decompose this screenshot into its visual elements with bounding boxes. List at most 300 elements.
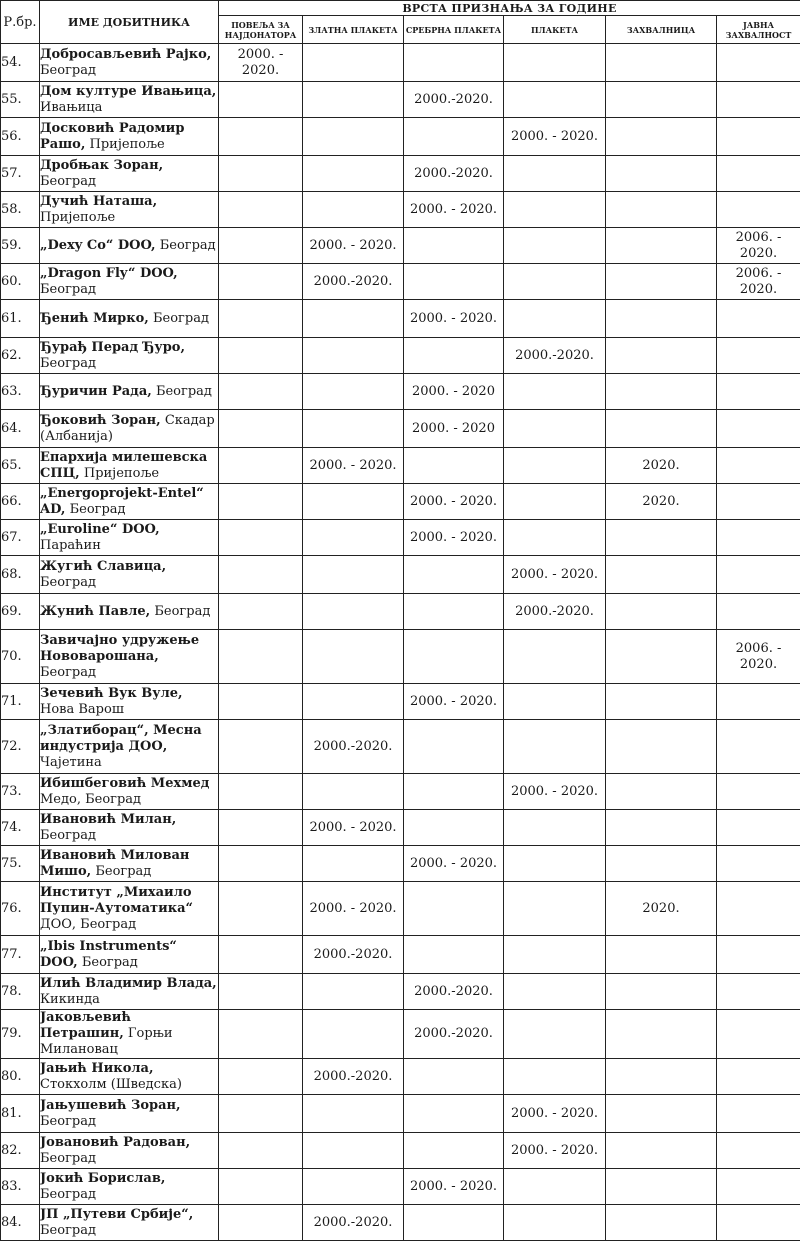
row-number: 55. (1, 82, 40, 118)
award-zahvalnica-cell (606, 1095, 717, 1133)
recipient-cell (40, 156, 219, 192)
award-zlatna-cell: 2000. - 2020. (303, 228, 404, 264)
recipient-cell (40, 810, 219, 846)
recipient-name: Епархија милешевска СПЦ, (40, 449, 208, 481)
table-row (1, 936, 800, 974)
award-srebrna-cell: 2000. - 2020. (404, 300, 504, 338)
award-plaketa-cell (504, 1169, 606, 1205)
award-javna-cell: 2006. - 2020. (717, 228, 800, 264)
award-povelja-cell (219, 1133, 303, 1169)
col-number-header: Р.бр. (1, 1, 40, 44)
award-zlatna-cell (303, 684, 404, 720)
recipient-name: „Dexy Co“ DOO, (40, 237, 156, 253)
table-row (1, 44, 800, 82)
recipient-place: Стокхолм (Шведска) (40, 1076, 182, 1092)
award-javna-cell (717, 684, 800, 720)
row-number: 81. (1, 1095, 40, 1133)
award-zahvalnica-cell (606, 810, 717, 846)
row-number: 61. (1, 300, 40, 338)
award-srebrna-cell (404, 264, 504, 300)
recipient-name: Завичајно удружење Нововарошана, (40, 632, 200, 664)
award-plaketa-cell (504, 974, 606, 1010)
recipient-name: „Dragon Fly“ DOO, (40, 265, 178, 281)
award-zahvalnica-cell (606, 1205, 717, 1241)
award-zlatna-cell (303, 44, 404, 82)
award-povelja-cell (219, 1095, 303, 1133)
award-javna-cell: 2006. - 2020. (717, 264, 800, 300)
table-row (1, 1010, 800, 1059)
table-row (1, 594, 800, 630)
award-javna-cell (717, 338, 800, 374)
award-zahvalnica-cell (606, 410, 717, 448)
table-row (1, 264, 800, 300)
award-plaketa-cell (504, 882, 606, 936)
recipient-place: Београд (152, 310, 209, 326)
award-srebrna-cell: 2000. - 2020. (404, 684, 504, 720)
recipient-place: Београд (40, 1186, 96, 1202)
row-number: 62. (1, 338, 40, 374)
recipient-place: Београд (154, 603, 211, 619)
award-povelja-cell (219, 1169, 303, 1205)
recipient-name: Жугић Славица, (40, 558, 167, 574)
recipient-cell (40, 630, 219, 684)
recipient-name: Дом културе Ивањица, (40, 83, 217, 99)
award-javna-cell (717, 44, 800, 82)
award-zahvalnica-cell (606, 684, 717, 720)
award-povelja-cell (219, 810, 303, 846)
award-srebrna-cell (404, 1095, 504, 1133)
recipient-cell (40, 974, 219, 1010)
award-plaketa-cell (504, 156, 606, 192)
award-type-povelja: ПОВЕЉА ЗА НАЈДОНАТОРА (219, 16, 303, 44)
recipient-cell (40, 556, 219, 594)
recipient-place: Београд (40, 1113, 96, 1129)
recipient-name: Јањић Никола, (40, 1060, 154, 1076)
award-zahvalnica-cell: 2020. (606, 448, 717, 484)
recipient-place: Кикинда (40, 991, 100, 1007)
recipient-cell (40, 44, 219, 82)
award-povelja-cell (219, 448, 303, 484)
recipient-cell (40, 192, 219, 228)
recipient-place: Медо, Београд (40, 791, 142, 807)
recipient-cell (40, 448, 219, 484)
table-row (1, 1205, 800, 1241)
award-zlatna-cell (303, 484, 404, 520)
award-zlatna-cell (303, 300, 404, 338)
row-number: 71. (1, 684, 40, 720)
row-number: 74. (1, 810, 40, 846)
recipient-name: Институт „Михаило Пупин-Аутоматика“ (40, 884, 194, 916)
award-srebrna-cell (404, 1059, 504, 1095)
award-zlatna-cell (303, 118, 404, 156)
recipient-name: „Златиборац“, Месна индустрија ДОО, (40, 722, 202, 754)
table-row (1, 882, 800, 936)
award-javna-cell (717, 936, 800, 974)
award-plaketa-cell (504, 82, 606, 118)
award-zlatna-cell: 2000. - 2020. (303, 810, 404, 846)
award-plaketa-cell: 2000. - 2020. (504, 1095, 606, 1133)
award-plaketa-cell (504, 484, 606, 520)
row-number: 76. (1, 882, 40, 936)
award-povelja-cell (219, 630, 303, 684)
award-srebrna-cell (404, 720, 504, 774)
award-zlatna-cell (303, 594, 404, 630)
award-srebrna-cell: 2000.-2020. (404, 1010, 504, 1059)
award-plaketa-cell (504, 300, 606, 338)
row-number: 56. (1, 118, 40, 156)
award-javna-cell (717, 300, 800, 338)
recipient-cell (40, 410, 219, 448)
recipient-name: Ивановић Милован Мишо, (40, 847, 190, 879)
award-plaketa-cell (504, 410, 606, 448)
recipient-name: Ивановић Милан, (40, 811, 177, 827)
row-number: 60. (1, 264, 40, 300)
award-javna-cell (717, 484, 800, 520)
award-javna-cell (717, 1205, 800, 1241)
award-plaketa-cell: 2000.-2020. (504, 338, 606, 374)
recipient-name: ЈП „Путеви Србије“, (40, 1206, 194, 1222)
recipient-place: Београд (40, 62, 96, 78)
table-row (1, 1095, 800, 1133)
award-povelja-cell (219, 82, 303, 118)
award-zlatna-cell: 2000. - 2020. (303, 882, 404, 936)
award-type-javna: ЈАВНА ЗАХВАЛНОСТ (717, 16, 800, 44)
award-srebrna-cell (404, 630, 504, 684)
award-javna-cell (717, 410, 800, 448)
award-zahvalnica-cell (606, 846, 717, 882)
award-plaketa-cell (504, 846, 606, 882)
award-srebrna-cell (404, 1133, 504, 1169)
recipient-cell (40, 82, 219, 118)
award-plaketa-cell (504, 520, 606, 556)
award-zahvalnica-cell (606, 156, 717, 192)
recipient-name: Ђенић Мирко, (40, 310, 149, 326)
award-zahvalnica-cell (606, 974, 717, 1010)
recipient-place: Београд (40, 664, 96, 680)
recipient-name: „Ibis Instruments“ DOO, (40, 938, 177, 970)
recipient-place: Београд (40, 1150, 96, 1166)
recipient-cell (40, 264, 219, 300)
award-zahvalnica-cell (606, 1059, 717, 1095)
award-zahvalnica-cell (606, 594, 717, 630)
table-body (1, 44, 800, 1241)
row-number: 68. (1, 556, 40, 594)
table-row (1, 846, 800, 882)
table-row (1, 338, 800, 374)
award-zlatna-cell (303, 630, 404, 684)
table-row (1, 630, 800, 684)
award-javna-cell (717, 1059, 800, 1095)
award-povelja-cell (219, 118, 303, 156)
award-plaketa-cell: 2000. - 2020. (504, 556, 606, 594)
recipient-name: Добросављевић Рајко, (40, 46, 212, 62)
award-povelja-cell (219, 1205, 303, 1241)
award-povelja-cell (219, 192, 303, 228)
award-povelja-cell: 2000. - 2020. (219, 44, 303, 82)
row-number: 82. (1, 1133, 40, 1169)
recipient-name: Илић Владимир Влада, (40, 975, 217, 991)
table-row (1, 228, 800, 264)
award-zlatna-cell: 2000.-2020. (303, 264, 404, 300)
table-header (1, 1, 800, 44)
award-zahvalnica-cell (606, 338, 717, 374)
recipient-cell (40, 118, 219, 156)
award-povelja-cell (219, 936, 303, 974)
award-plaketa-cell (504, 936, 606, 974)
award-javna-cell (717, 974, 800, 1010)
award-plaketa-cell: 2000. - 2020. (504, 774, 606, 810)
award-srebrna-cell (404, 1205, 504, 1241)
row-number: 67. (1, 520, 40, 556)
recipient-place: Београд (40, 355, 96, 371)
recipient-place: Београд (95, 863, 152, 879)
table-row (1, 300, 800, 338)
award-povelja-cell (219, 484, 303, 520)
recipient-cell (40, 300, 219, 338)
recipient-place: Горњи Милановац (40, 1026, 173, 1057)
award-zlatna-cell (303, 338, 404, 374)
table-row (1, 556, 800, 594)
award-srebrna-cell: 2000. - 2020. (404, 1169, 504, 1205)
row-number: 63. (1, 374, 40, 410)
award-zahvalnica-cell (606, 82, 717, 118)
award-zlatna-cell: 2000.-2020. (303, 720, 404, 774)
award-plaketa-cell (504, 684, 606, 720)
recipient-place: Ивањица (40, 99, 103, 115)
award-povelja-cell (219, 846, 303, 882)
award-plaketa-cell: 2000. - 2020. (504, 118, 606, 156)
award-zahvalnica-cell (606, 936, 717, 974)
table-row (1, 82, 800, 118)
recipient-place: Пријепоље (40, 209, 116, 225)
table-row (1, 484, 800, 520)
row-number: 64. (1, 410, 40, 448)
recipient-cell (40, 594, 219, 630)
award-povelja-cell (219, 594, 303, 630)
recipient-name: Јокић Борислав, (40, 1170, 166, 1186)
row-number: 79. (1, 1010, 40, 1059)
table-row (1, 810, 800, 846)
recipient-place: Чајетина (40, 754, 102, 770)
award-zahvalnica-cell (606, 720, 717, 774)
row-number: 57. (1, 156, 40, 192)
award-javna-cell (717, 156, 800, 192)
award-javna-cell (717, 1010, 800, 1059)
row-number: 72. (1, 720, 40, 774)
recipient-cell (40, 774, 219, 810)
award-zlatna-cell: 2000.-2020. (303, 1059, 404, 1095)
award-zlatna-cell (303, 520, 404, 556)
award-zlatna-cell: 2000.-2020. (303, 936, 404, 974)
award-type-zahvalnica: ЗАХВАЛНИЦА (606, 16, 717, 44)
row-number: 54. (1, 44, 40, 82)
recipient-place: Нова Варош (40, 701, 124, 717)
award-srebrna-cell: 2000. - 2020. (404, 520, 504, 556)
recipient-place: Београд (155, 383, 212, 399)
award-javna-cell (717, 774, 800, 810)
recipient-name: Зечевић Вук Вуле, (40, 685, 183, 701)
recipient-name: Јањушевић Зоран, (40, 1097, 181, 1113)
row-number: 75. (1, 846, 40, 882)
award-type-zlatna: ЗЛАТНА ПЛАКЕТА (303, 16, 404, 44)
table-row (1, 774, 800, 810)
row-number: 59. (1, 228, 40, 264)
award-povelja-cell (219, 882, 303, 936)
award-plaketa-cell (504, 264, 606, 300)
recipient-place: Београд (69, 501, 126, 517)
award-javna-cell (717, 82, 800, 118)
recipient-name: Ђурађ Перад Ђуро, (40, 339, 185, 355)
recipient-place: Пријепоље (83, 465, 160, 481)
award-javna-cell (717, 1095, 800, 1133)
award-srebrna-cell (404, 448, 504, 484)
recipient-place: Београд (40, 281, 96, 297)
award-zahvalnica-cell (606, 118, 717, 156)
award-group-header: ВРСТА ПРИЗНАЊА ЗА ГОДИНЕ (219, 1, 800, 16)
award-povelja-cell (219, 228, 303, 264)
award-plaketa-cell (504, 630, 606, 684)
row-number: 65. (1, 448, 40, 484)
award-zlatna-cell (303, 974, 404, 1010)
award-plaketa-cell (504, 720, 606, 774)
table-row (1, 156, 800, 192)
table-row (1, 720, 800, 774)
award-srebrna-cell: 2000.-2020. (404, 156, 504, 192)
award-srebrna-cell (404, 774, 504, 810)
award-srebrna-cell (404, 936, 504, 974)
recipient-cell (40, 936, 219, 974)
recipient-cell (40, 720, 219, 774)
recipient-cell (40, 484, 219, 520)
col-name-header: ИМЕ ДОБИТНИКА (40, 1, 219, 44)
award-srebrna-cell (404, 810, 504, 846)
award-zahvalnica-cell (606, 1133, 717, 1169)
award-plaketa-cell (504, 192, 606, 228)
award-javna-cell (717, 810, 800, 846)
row-number: 69. (1, 594, 40, 630)
award-zahvalnica-cell (606, 774, 717, 810)
award-srebrna-cell: 2000. - 2020 (404, 410, 504, 448)
award-zahvalnica-cell (606, 556, 717, 594)
award-plaketa-cell (504, 810, 606, 846)
award-povelja-cell (219, 410, 303, 448)
row-number: 77. (1, 936, 40, 974)
recipient-place: Пријепоље (89, 136, 165, 152)
award-povelja-cell (219, 156, 303, 192)
award-zahvalnica-cell: 2020. (606, 882, 717, 936)
award-javna-cell (717, 448, 800, 484)
award-zahvalnica-cell (606, 1010, 717, 1059)
award-type-srebrna: СРЕБРНА ПЛАКЕТА (404, 16, 504, 44)
award-zahvalnica-cell (606, 44, 717, 82)
award-type-plaketa: ПЛАКЕТА (504, 16, 606, 44)
award-srebrna-cell (404, 556, 504, 594)
row-number: 78. (1, 974, 40, 1010)
award-javna-cell (717, 556, 800, 594)
award-srebrna-cell (404, 882, 504, 936)
award-povelja-cell (219, 974, 303, 1010)
table-row (1, 684, 800, 720)
table-row (1, 448, 800, 484)
award-srebrna-cell: 2000. - 2020. (404, 484, 504, 520)
award-srebrna-cell (404, 44, 504, 82)
award-javna-cell (717, 520, 800, 556)
recipient-place: Скадар (Албанија) (40, 412, 215, 444)
award-povelja-cell (219, 338, 303, 374)
recipient-name: Ибишбеговић Мехмед (40, 775, 210, 791)
recipient-cell (40, 1133, 219, 1169)
recipient-place: Београд (40, 827, 96, 843)
table-row (1, 192, 800, 228)
award-plaketa-cell (504, 448, 606, 484)
recipient-name: „Energoprojekt-Entel“ AD, (40, 485, 204, 517)
award-zlatna-cell (303, 846, 404, 882)
award-srebrna-cell: 2000. - 2020 (404, 374, 504, 410)
award-zahvalnica-cell (606, 520, 717, 556)
award-srebrna-cell: 2000. - 2020. (404, 192, 504, 228)
recipient-cell (40, 1205, 219, 1241)
award-zahvalnica-cell (606, 630, 717, 684)
recipient-place: Београд (40, 1222, 96, 1238)
recipient-name: Дучић Наташа, (40, 193, 158, 209)
award-srebrna-cell (404, 228, 504, 264)
award-plaketa-cell: 2000.-2020. (504, 594, 606, 630)
table-row (1, 410, 800, 448)
award-zlatna-cell (303, 410, 404, 448)
recipient-cell (40, 520, 219, 556)
award-zlatna-cell: 2000.-2020. (303, 1205, 404, 1241)
recipient-name: Жунић Павле, (40, 603, 151, 619)
award-srebrna-cell (404, 594, 504, 630)
recipient-name: Ђуричин Рада, (40, 383, 152, 399)
award-povelja-cell (219, 264, 303, 300)
award-javna-cell (717, 882, 800, 936)
recipient-cell (40, 1169, 219, 1205)
row-number: 80. (1, 1059, 40, 1095)
award-srebrna-cell (404, 118, 504, 156)
award-javna-cell (717, 118, 800, 156)
award-plaketa-cell (504, 374, 606, 410)
recipient-cell (40, 1095, 219, 1133)
row-number: 58. (1, 192, 40, 228)
recipient-place: Параћин (40, 537, 101, 553)
award-povelja-cell (219, 1010, 303, 1059)
award-zlatna-cell (303, 1095, 404, 1133)
recipient-cell (40, 338, 219, 374)
table-row (1, 974, 800, 1010)
award-zahvalnica-cell (606, 228, 717, 264)
award-javna-cell (717, 1133, 800, 1169)
award-zlatna-cell (303, 192, 404, 228)
recipient-cell (40, 882, 219, 936)
award-zlatna-cell (303, 1169, 404, 1205)
award-zlatna-cell: 2000. - 2020. (303, 448, 404, 484)
recipient-name: Дробњак Зоран, (40, 157, 164, 173)
award-zahvalnica-cell: 2020. (606, 484, 717, 520)
table-row (1, 118, 800, 156)
award-zlatna-cell (303, 774, 404, 810)
table-row (1, 1059, 800, 1095)
award-zahvalnica-cell (606, 264, 717, 300)
award-javna-cell (717, 192, 800, 228)
recipient-place: Београд (159, 237, 216, 253)
award-javna-cell: 2006. - 2020. (717, 630, 800, 684)
award-zahvalnica-cell (606, 1169, 717, 1205)
recipient-name: Јаковљевић Петрашин, (40, 1010, 131, 1041)
recipient-name: „Euroline“ DOO, (40, 521, 160, 537)
award-zlatna-cell (303, 1010, 404, 1059)
award-povelja-cell (219, 1059, 303, 1095)
